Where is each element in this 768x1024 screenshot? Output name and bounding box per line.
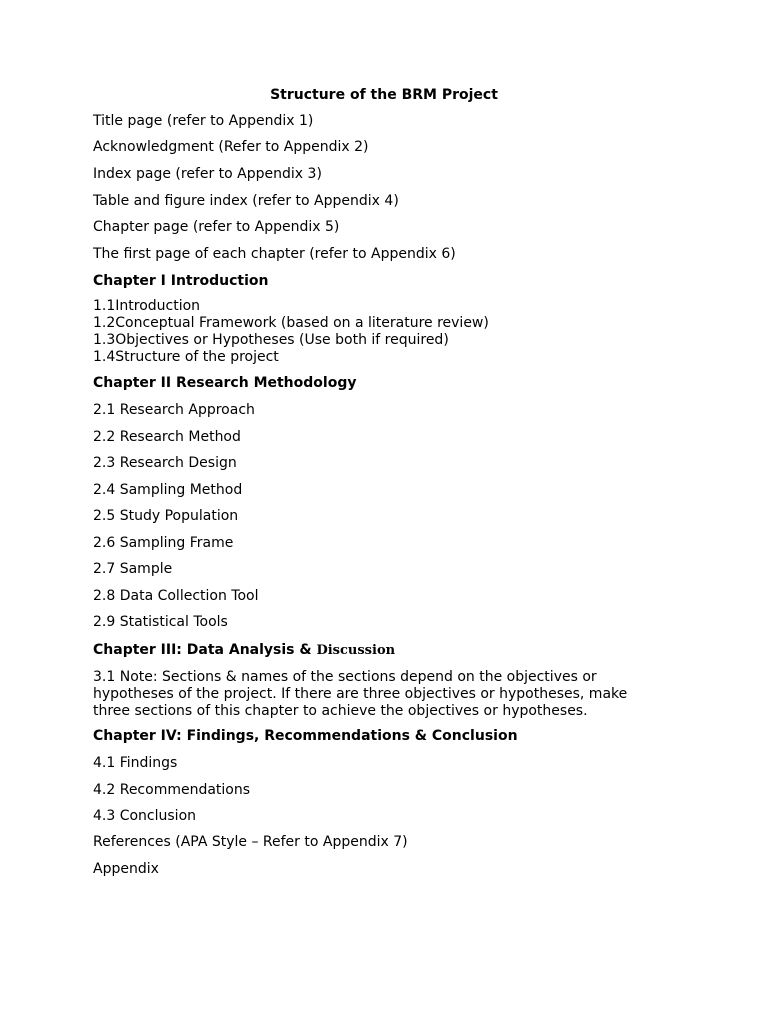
chapter-3-note: 3.1 Note: Sections & names of the sections depend on the objectives or hypotheses of the project. If there are three objectives or hypotheses, make three sections of this chapter to achieve the objectives or hypotheses. [93, 669, 628, 719]
chapter-1-heading: Chapter I Introduction [93, 273, 269, 289]
references-line: References (APA Style – Refer to Appendix 7) [93, 834, 408, 850]
chapter-1-item: 1.3Objectives or Hypotheses (Use both if required) [93, 332, 449, 348]
chapter-3-heading [93, 642, 395, 659]
chapter-2-heading: Chapter II Research Methodology [93, 375, 357, 391]
chapter-2-item: 2.9 Statistical Tools [93, 614, 228, 630]
front-matter-item: Title page (refer to Appendix 1) [93, 113, 314, 129]
chapter-1-item: 1.2Conceptual Framework (based on a literature review) [93, 315, 489, 331]
front-matter-item: Index page (refer to Appendix 3) [93, 166, 322, 182]
document-title: Structure of the BRM Project [270, 87, 498, 103]
front-matter-item: The first page of each chapter (refer to Appendix 6) [93, 246, 456, 262]
chapter-4-item: 4.2 Recommendations [93, 782, 251, 798]
chapter-1-item: 1.1Introduction [93, 298, 201, 314]
appendix-line: Appendix [93, 861, 159, 877]
front-matter-item: Table and figure index (refer to Appendix 4) [93, 193, 399, 209]
chapter-2-item: 2.5 Study Population [93, 508, 239, 524]
chapter-2-item: 2.1 Research Approach [93, 402, 255, 418]
chapter-2-item: 2.6 Sampling Frame [93, 535, 234, 551]
chapter-1-item: 1.4Structure of the project [93, 349, 279, 365]
chapter-2-item: 2.8 Data Collection Tool [93, 588, 259, 604]
chapter-2-item: 2.2 Research Method [93, 429, 241, 445]
chapter-2-item: 2.3 Research Design [93, 455, 237, 471]
chapter-4-item: 4.1 Findings [93, 755, 178, 771]
chapter-4-item: 4.3 Conclusion [93, 808, 197, 824]
chapter-2-item: 2.4 Sampling Method [93, 482, 243, 498]
chapter-3-heading-tail: Discussion [316, 643, 396, 658]
chapter-2-item: 2.7 Sample [93, 561, 173, 577]
chapter-3-heading-main: Chapter III: Data Analysis & [93, 642, 312, 658]
chapter-4-heading: Chapter IV: Findings, Recommendations & Conclusion [93, 728, 518, 744]
front-matter-item: Acknowledgment (Refer to Appendix 2) [93, 139, 369, 155]
front-matter-item: Chapter page (refer to Appendix 5) [93, 219, 340, 235]
